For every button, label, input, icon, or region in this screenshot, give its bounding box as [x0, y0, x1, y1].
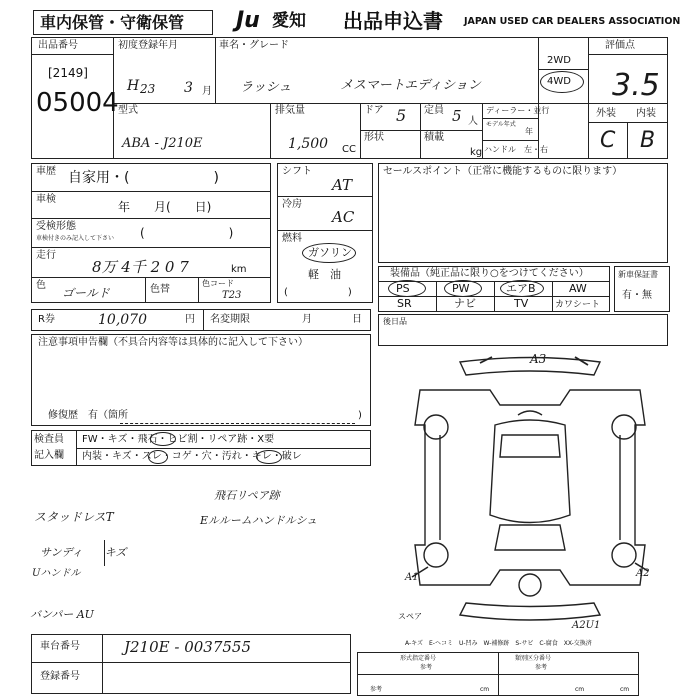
after-items-box [378, 314, 668, 346]
interior-value: B [640, 128, 656, 153]
color-code-value: T23 [222, 290, 242, 301]
displacement-label: 排気量 [275, 105, 305, 116]
tax-day: 日 [352, 314, 362, 325]
notes-label: 注意事項申告欄（不具合内容等は具体的に記入して下さい） [38, 337, 308, 348]
after-items-label: 後日品 [383, 317, 407, 326]
interior-label: 内装 [636, 108, 656, 119]
repair-close: ) [358, 410, 362, 421]
door-value: 5 [396, 106, 407, 125]
nen-unit: 年 [525, 127, 533, 136]
kg-unit: kg [470, 147, 483, 158]
color-label: 色 [36, 280, 46, 291]
damage-a1: A1 [405, 572, 419, 583]
repair-label: 修復歴 有（箇所 [48, 410, 128, 421]
capacity-value: 5 [452, 107, 462, 125]
damage-a2u1: A2U1 [572, 620, 601, 631]
fuel-diesel: 軽 油 [308, 268, 341, 281]
equip-pw: PW [452, 282, 470, 295]
note-roof-handle: Eルルームハンドルシュ [200, 514, 318, 527]
form-title: 出品申込書 [343, 9, 443, 33]
chassis-label: 車台番号 [40, 641, 80, 652]
cm-3: cm [620, 686, 630, 693]
tax-month: 月 [302, 314, 312, 325]
handle-label: ハンドル 左・右 [484, 145, 548, 154]
class-ref-label: 類別区分番号 [515, 655, 552, 662]
equip-navi: ナビ [454, 297, 476, 310]
warranty-card-options: 有・無 [622, 290, 652, 301]
spare-label: スペア [398, 612, 422, 621]
tax-yen: 円 [185, 314, 195, 325]
cm-1: cm [480, 686, 490, 693]
color-value: ゴールド [62, 286, 110, 300]
scratch-circle [148, 450, 168, 464]
mileage-label: 走行 [36, 250, 56, 261]
sales-point-box [378, 163, 668, 263]
name-change-label: 名変期限 [210, 314, 250, 325]
equipment-label: 装備品（純正品に限り○をつけてください） [390, 268, 589, 279]
lot-number: 05004 [36, 88, 119, 118]
stain-circle [256, 450, 282, 464]
color-code-label: 色コード [202, 279, 234, 288]
equip-tv: TV [514, 297, 529, 310]
equip-ps: PS [396, 282, 410, 295]
warranty-note: 車検付きのみ記入して下さい [36, 235, 115, 242]
history-label: 車歴 [36, 166, 56, 177]
first-reg-era: H [127, 78, 140, 94]
car-grade-value: メスマートエディション [340, 78, 481, 93]
door-label: ドア [364, 105, 384, 116]
capacity-unit: 人 [468, 116, 478, 127]
pw-circle [444, 280, 482, 297]
model-value: ABA - J210E [122, 136, 203, 151]
note-chip-repair: 飛石リペア跡 [214, 489, 280, 502]
equip-power-seat: カワシート [555, 300, 601, 310]
inspection-label: 車検 [36, 194, 56, 205]
lot-small-number: [2149] [48, 66, 88, 80]
warranty-label: 受検形態 [36, 221, 76, 232]
fuel-gasoline: ガソリン [308, 246, 352, 259]
history-value: 自家用・( ) [68, 170, 219, 186]
model-year-label: モデル年式 [486, 121, 516, 128]
cm-2: cm [575, 686, 585, 693]
note-sun-visor: サンディ キズ [40, 546, 127, 559]
cc-unit: CC [342, 144, 356, 155]
fuel-paren: ( ) [284, 287, 352, 298]
equip-sr: SR [397, 297, 412, 310]
damage-a2: A2 [636, 568, 650, 579]
tax-value: 10,070 [98, 312, 147, 328]
fuel-label: 燃料 [282, 233, 302, 244]
drive-4wd: 4WD [547, 76, 571, 87]
first-reg-label: 初度登録年月 [118, 40, 178, 51]
chip-circle [150, 432, 176, 446]
shift-value: AT [332, 176, 353, 194]
damage-legend: A-キズ E-ヘコミ U-凹み W-補修跡 S-サビ C-腐食 XX-交換済 [405, 640, 592, 647]
warranty-card-label: 新車保証書 [618, 270, 658, 279]
inspector-row-1: FW・キズ・飛石・ヒビ割・リペア跡・X要 [82, 434, 275, 445]
exterior-label: 外装 [596, 108, 616, 119]
inspector-label-2: 記入欄 [34, 450, 64, 461]
ac-value: AC [332, 208, 355, 226]
capacity-label: 定員 [424, 105, 444, 116]
score-value: 3.5 [612, 68, 660, 103]
ref-1: 参考 [420, 664, 433, 671]
ref-3: 参考 [370, 686, 383, 693]
inspector-row-2: 内装・キズ・スレ・コゲ・穴・汚れ・キレ・破レ [82, 451, 302, 462]
car-name-label: 車名・グレード [219, 40, 289, 51]
car-name-value: ラッシュ [240, 80, 292, 95]
sales-point-label: セールスポイント（正常に機能するものに限ります） [383, 166, 623, 177]
first-reg-year: 23 [140, 82, 156, 96]
exterior-value: C [600, 128, 616, 153]
region-name: 愛知 [272, 11, 306, 31]
tax-label: R券 [38, 314, 55, 325]
ref-2: 参考 [535, 664, 548, 671]
damage-a3: A3 [530, 352, 547, 366]
ju-logo: Ju [236, 8, 260, 33]
loadcap-label: 積載 [424, 132, 444, 143]
chassis-value: J210E - 0037555 [124, 638, 252, 656]
km-unit: km [231, 264, 247, 275]
equip-airbag: エアB [506, 282, 536, 295]
first-reg-month: 3 [184, 80, 193, 96]
type-ref-label: 形式指定番号 [400, 655, 437, 662]
equip-aw: AW [569, 282, 587, 295]
inspector-label-1: 検査員 [34, 434, 64, 445]
warranty-value: ( ) [140, 226, 234, 240]
tax-box [31, 309, 371, 331]
airbag-circle [500, 280, 544, 297]
month-unit: 月 [202, 86, 212, 97]
registration-number-label: 登録番号 [40, 671, 80, 682]
inspection-value: 年 月( 日) [118, 200, 212, 214]
drive-2wd: 2WD [547, 55, 571, 66]
ac-label: 冷房 [282, 199, 302, 210]
note-bumper: バンパー AU [30, 608, 94, 621]
ps-circle [388, 280, 426, 297]
lot-label: 出品番号 [38, 40, 78, 51]
dealer-label: ディーラー・並行 [486, 106, 550, 115]
shape-label: 形状 [364, 132, 384, 143]
score-label: 評価点 [605, 40, 635, 51]
association-name: JAPAN USED CAR DEALERS ASSOCIATION [464, 16, 681, 27]
car-damage-diagram [380, 345, 680, 630]
shift-label: シフト [282, 166, 312, 177]
mileage-value: 8万 4千 2 0 7 [92, 258, 189, 276]
note-studless: スタッドレスT [34, 510, 114, 524]
note-handle: Uハンドル [32, 568, 81, 579]
displacement-value: 1,500 [288, 136, 329, 152]
keep-title: 車内保管・守衛保管 [40, 13, 185, 32]
model-label: 型式 [118, 105, 138, 116]
color-change-label: 色替 [150, 284, 170, 295]
